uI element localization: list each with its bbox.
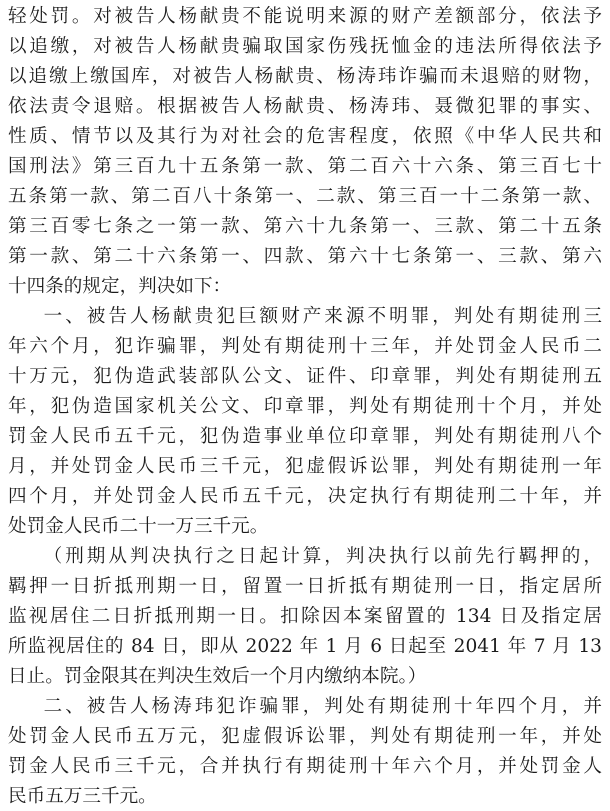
text-line: 月，并处罚金人民币三千元，犯虚假诉讼罪，判处有期徒刑一年	[8, 456, 602, 477]
text-line: 处罚金人民币二十一万三千元。	[8, 516, 269, 537]
paragraph-one-start: 一、被告人杨献贵犯巨额财产来源不明罪，判处有期徒刑三	[8, 306, 602, 327]
text-line: 年六个月，犯诈骗罪，判处有期徒刑十三年，并处罚金人民币二	[8, 336, 602, 357]
text-line: 监视居住二日折抵刑期一日。扣除因本案留置的 134 日及指定居	[8, 606, 602, 627]
text-line: 处罚金人民币五万元，犯虚假诉讼罪，判处有期徒刑一年，并处	[8, 726, 602, 747]
text-line: 国刑法》第三百九十五条第一款、第二百六十六条、第三百七十	[8, 156, 602, 177]
text-line: 轻处罚。对被告人杨献贵不能说明来源的财产差额部分，依法予	[8, 6, 602, 27]
text-line: 第三百零七条之一第一款、第六十九条第一、三款、第二十五条	[8, 216, 602, 237]
text-line: 十万元，犯伪造武装部队公文、证件、印章罪，判处有期徒刑五	[8, 366, 602, 387]
text-line: 所监视居住的 84 日，即从 2022 年 1 月 6 日起至 2041 年 7 月 13	[8, 636, 602, 657]
sentence-note-start: （刑期从判决执行之日起计算，判决执行以前先行羁押的，	[8, 546, 602, 567]
text-line: 民币五万三千元。	[8, 786, 157, 807]
text-line: 十四条的规定，判决如下：	[8, 276, 232, 297]
text-line: 以追缴，对被告人杨献贵骗取国家伤残抚恤金的违法所得依法予	[8, 36, 602, 57]
text-line: 五条第一款、第二百八十条第一、二款、第三百一十二条第一款、	[8, 186, 602, 207]
paragraph-two-start: 二、被告人杨涛玮犯诈骗罪，判处有期徒刑十年四个月，并	[8, 696, 602, 717]
text-line: 罚金人民币五千元，犯伪造事业单位印章罪，判处有期徒刑八个	[8, 426, 602, 447]
text-line: 依法责令退赔。根据被告人杨献贵、杨涛玮、聂微犯罪的事实、	[8, 96, 602, 117]
text-line: 羁押一日折抵刑期一日，留置一日折抵有期徒刑一日，指定居所	[8, 576, 602, 597]
text-line: 罚金人民币三千元，合并执行有期徒刑十年六个月，并处罚金人	[8, 756, 602, 777]
text-line: 性质、情节以及其行为对社会的危害程度，依照《中华人民共和	[8, 126, 602, 147]
text-line: 年，犯伪造国家机关公文、印章罪，判处有期徒刑十个月，并处	[8, 396, 602, 417]
text-line: 第一款、第二十六条第一、四款、第六十七条第一、三款、第六	[8, 246, 602, 267]
text-line: 以追缴上缴国库，对被告人杨献贵、杨涛玮诈骗而未退赔的财物，	[8, 66, 602, 87]
text-line: 四个月，并处罚金人民币五千元，决定执行有期徒刑二十年，并	[8, 486, 602, 507]
text-line: 日止。罚金限其在判决生效后一个月内缴纳本院。）	[8, 666, 427, 687]
